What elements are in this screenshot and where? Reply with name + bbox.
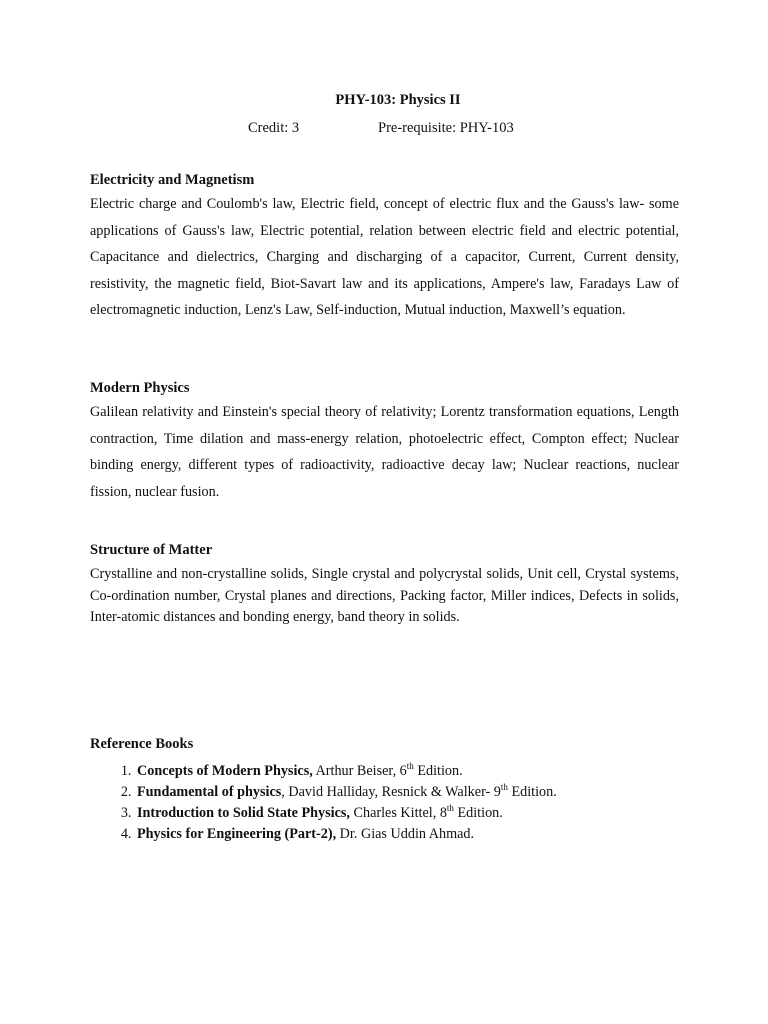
reference-item xyxy=(135,824,690,845)
section-structure-of-matter xyxy=(90,542,679,629)
reference-item xyxy=(135,782,690,803)
reference-edition: Edition. xyxy=(507,784,557,800)
reference-sup: th xyxy=(446,803,454,813)
course-meta xyxy=(248,120,514,137)
section-modern-physics xyxy=(90,380,679,505)
credit-text: Credit: 3 xyxy=(248,120,300,136)
reference-author: Arthur Beiser, 6 xyxy=(312,763,407,779)
reference-title: Physics for Engineering (Part-2), xyxy=(137,826,337,842)
reference-list xyxy=(90,761,690,845)
reference-edition: Edition. xyxy=(413,763,463,779)
prerequisite-text: Pre-requisite: PHY-103 xyxy=(378,120,514,136)
section-heading: Modern Physics xyxy=(90,380,190,396)
reference-item xyxy=(135,761,690,782)
course-title: PHY-103: Physics II xyxy=(335,92,461,108)
reference-edition: Edition. xyxy=(453,805,503,821)
reference-sup: th xyxy=(500,782,508,792)
section-body: Electric charge and Coulomb's law, Electric field, concept of electric flux and the Gauss's law- some applications of Gauss's law, Electric potential, relation between electric field and electric potential, Capacitance and dielectrics, Charging and discharging of a capacitor, Current, Current density, resistivity, the magnetic field, Biot-Savart law and its applications, Ampere's law, Faradays Law of electromagnetic induction, Lenz's Law, Self-induction, Mutual induction, Maxwell’s equation. xyxy=(90,196,679,318)
reference-title: Introduction to Solid State Physics, xyxy=(137,805,350,821)
reference-title: Concepts of Modern Physics, xyxy=(137,763,313,779)
section-body: Crystalline and non-crystalline solids, Single crystal and polycrystal solids, Unit cell, Crystal systems, Co-ordination number, Crystal planes and directions, Packing factor, Miller indices, Defects in solids, Inter-atomic distances and bonding energy, band theory in solids. xyxy=(90,566,679,625)
reference-title: Fundamental of physics xyxy=(137,784,282,800)
reference-author: Dr. Gias Uddin Ahmad. xyxy=(336,826,475,842)
section-heading: Structure of Matter xyxy=(90,542,213,558)
reference-author: , David Halliday, Resnick & Walker- 9 xyxy=(281,784,501,800)
references-heading: Reference Books xyxy=(90,736,194,752)
reference-author: Charles Kittel, 8 xyxy=(349,805,447,821)
reference-books xyxy=(90,736,690,845)
section-electricity-magnetism xyxy=(90,172,679,324)
reference-sup: th xyxy=(406,761,414,771)
section-body: Galilean relativity and Einstein's special theory of relativity; Lorentz transformation equations, Length contraction, Time dilation and mass-energy relation, photoelectric effect, Compton effect; Nuclear binding energy, different types of radioactivity, radioactive decay law; Nuclear reactions, nuclear fission, nuclear fusion. xyxy=(90,404,679,500)
reference-item xyxy=(135,803,690,824)
section-heading: Electricity and Magnetism xyxy=(90,172,255,188)
